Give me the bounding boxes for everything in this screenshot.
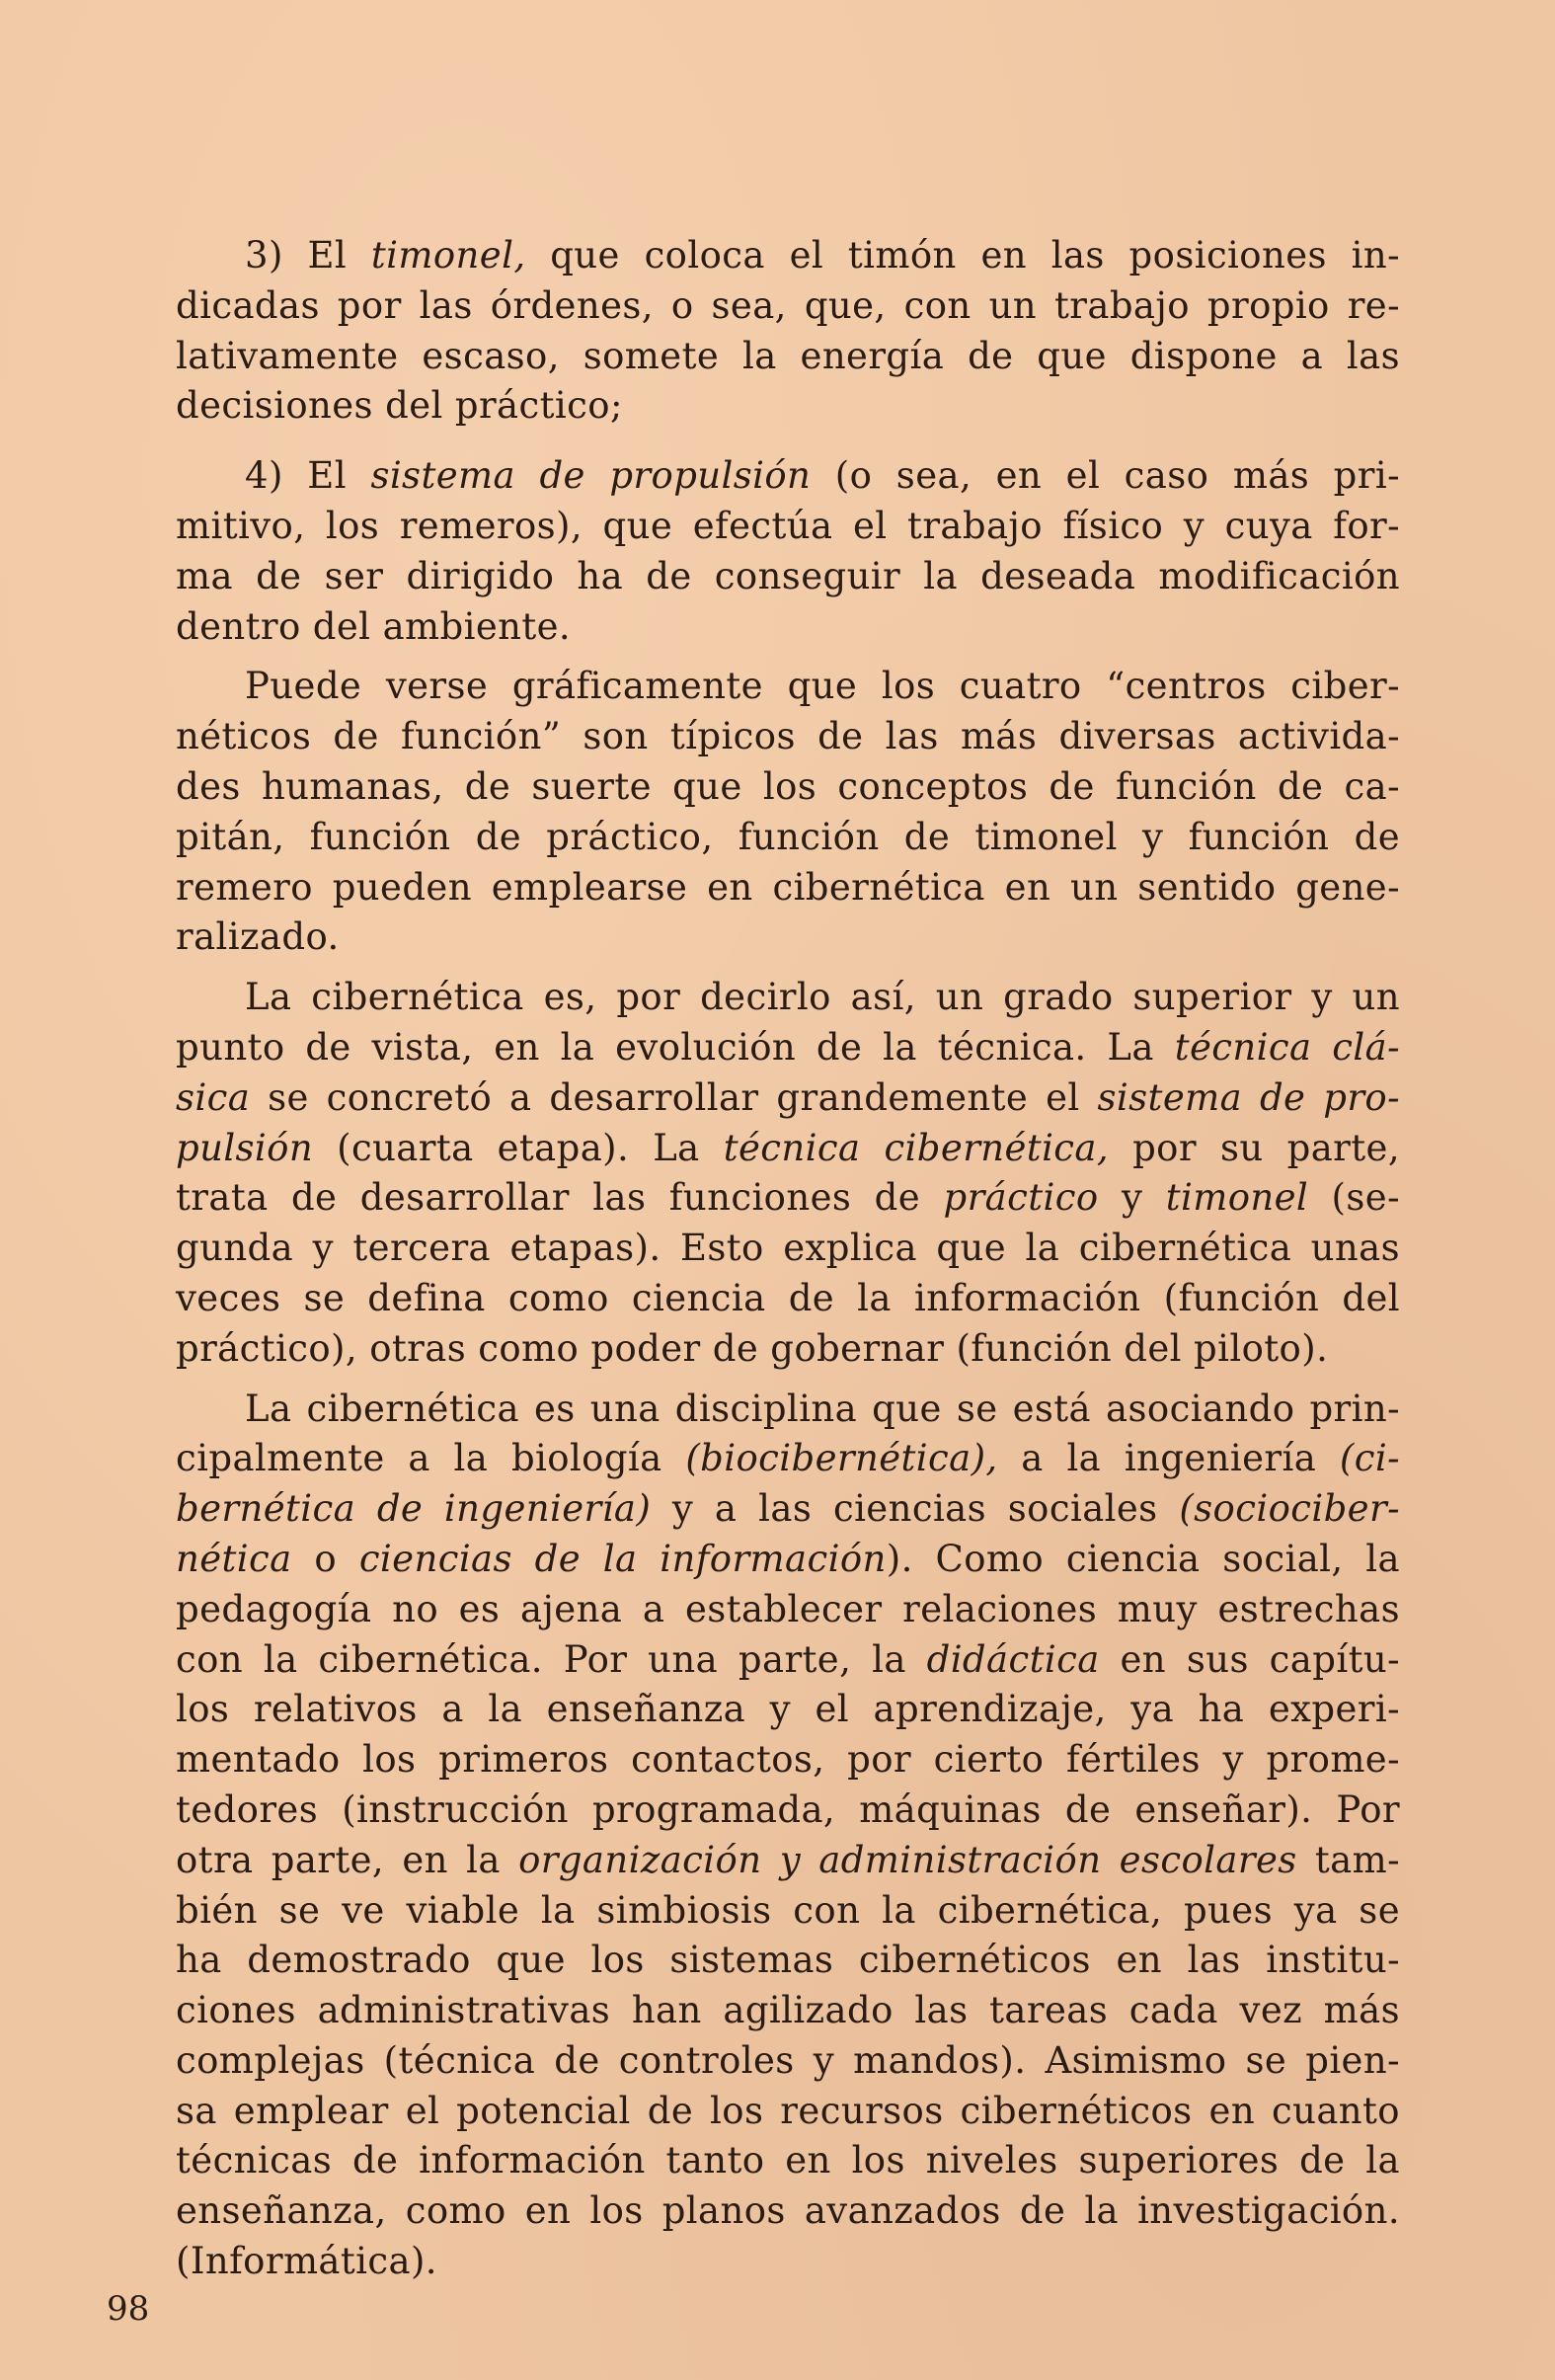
paragraph: [107, 973, 1400, 1374]
text-line: [107, 1434, 1400, 1484]
text-run: (se-: [1308, 1176, 1400, 1220]
paragraph: [107, 662, 1400, 963]
text-line: [107, 1986, 1400, 2036]
text-run: enseñanza, como en los planos avanzados de la investigación.: [176, 2189, 1400, 2233]
text-run: complejas (técnica de controles y mandos). Asimismo se pien-: [176, 2038, 1400, 2082]
text-run: en sus capítu-: [1099, 1637, 1400, 1681]
text-line: [107, 1936, 1400, 1986]
text-run: por su parte,: [1109, 1126, 1400, 1169]
text-run: lativamente escaso, somete la energía de que dispone a las: [176, 334, 1400, 377]
text-line: [107, 1535, 1400, 1585]
text-line: [107, 2237, 1400, 2287]
text-run: pedagogía no es ajena a establecer relaciones muy estrechas: [176, 1587, 1400, 1630]
italic-term: ciencias de la información: [358, 1537, 887, 1580]
text-line: [107, 231, 1400, 281]
italic-term: didáctica: [926, 1637, 1100, 1681]
text-run: dicadas por las órdenes, o sea, que, con un trabajo propio re-: [176, 283, 1400, 327]
text-run: cipalmente a la biología: [176, 1437, 686, 1480]
text-run: a la ingeniería: [997, 1437, 1340, 1480]
italic-term: sica: [176, 1075, 251, 1119]
text-run: gunda y tercera etapas). Esto explica que la cibernética unas: [176, 1227, 1400, 1270]
page-number: 98: [107, 2289, 150, 2329]
italic-term: técnica clá-: [1174, 1025, 1400, 1069]
text-run: ). Como ciencia social, la: [886, 1537, 1400, 1580]
text-run: ciones administrativas han agilizado las tareas cada vez más: [176, 1989, 1400, 2032]
text-line: [107, 1785, 1400, 1836]
text-line: [107, 1073, 1400, 1124]
text-run: que coloca el timón en las posiciones in-: [525, 234, 1400, 277]
text-run: bién se ve viable la simbiosis con la cibernética, pues ya se: [176, 1888, 1400, 1932]
text-run: La cibernética es, por decirlo así, un grado superior y un: [245, 976, 1400, 1019]
page-body-text: [107, 221, 1400, 2287]
text-line: [107, 1685, 1400, 1735]
text-run: La cibernética es una disciplina que se está asociando prin-: [245, 1387, 1400, 1430]
text-line: [107, 973, 1400, 1023]
text-run: técnicas de información tanto en los niveles superiores de la: [176, 2139, 1400, 2182]
text-run: dentro del ambiente.: [176, 604, 572, 648]
text-run: veces se defina como ciencia de la información (función del: [176, 1276, 1400, 1319]
text-line: [107, 712, 1400, 762]
paragraph: [107, 231, 1400, 432]
text-run: mentado los primeros contactos, por cierto fértiles y prome-: [176, 1738, 1400, 1782]
text-line: [107, 813, 1400, 863]
text-run: 4) El: [245, 454, 371, 498]
text-line: [107, 762, 1400, 813]
text-run: y a las ciencias sociales: [651, 1487, 1180, 1531]
text-line: [107, 1484, 1400, 1535]
italic-term: técnica cibernética,: [723, 1126, 1110, 1169]
italic-term: (sociociber-: [1179, 1487, 1400, 1531]
italic-term: organización y administración escolares: [518, 1838, 1297, 1881]
text-run: ha demostrado que los sistemas cibernéticos en las institu-: [176, 1939, 1400, 1982]
text-run: ralizado.: [176, 915, 340, 959]
text-run: o: [291, 1537, 359, 1580]
text-line: [107, 602, 1400, 653]
text-run: punto de vista, en la evolución de la técnica. La: [176, 1025, 1175, 1069]
italic-term: bernética de ingeniería): [176, 1487, 652, 1531]
text-line: [107, 1324, 1400, 1375]
text-run: se concretó a desarrollar grandemente el: [250, 1075, 1098, 1119]
text-line: [107, 1635, 1400, 1686]
text-run: ma de ser dirigido ha de conseguir la deseada modificación: [176, 554, 1400, 597]
italic-term: timonel: [1165, 1176, 1309, 1220]
text-line: [107, 1274, 1400, 1324]
text-run: (cuarta etapa). La: [313, 1126, 724, 1169]
text-run: 3) El: [245, 234, 371, 277]
text-line: [107, 1173, 1400, 1224]
text-line: [107, 381, 1400, 432]
italic-term: sistema de propulsión: [370, 454, 812, 498]
text-run: los relativos a la enseñanza y el aprendizaje, ya ha experi-: [176, 1688, 1400, 1731]
paragraph: [107, 1385, 1400, 2287]
text-line: [107, 2036, 1400, 2087]
text-line: [107, 863, 1400, 913]
text-run: remero pueden emplearse en cibernética en un sentido gene-: [176, 865, 1400, 909]
text-line: [107, 1023, 1400, 1073]
text-line: [107, 1886, 1400, 1937]
italic-term: práctico: [943, 1176, 1099, 1220]
text-line: [107, 332, 1400, 382]
text-run: práctico), otras como poder de gobernar (función del piloto).: [176, 1326, 1329, 1370]
text-run: sa emplear el potencial de los recursos cibernéticos en cuanto: [176, 2089, 1400, 2132]
text-line: [107, 2087, 1400, 2137]
text-line: [107, 912, 1400, 963]
italic-term: pulsión: [176, 1126, 314, 1169]
italic-term: (biocibernética),: [685, 1437, 998, 1480]
italic-term: timonel,: [370, 234, 526, 277]
text-line: [107, 502, 1400, 552]
text-run: tam-: [1296, 1838, 1400, 1881]
text-run: (Informática).: [176, 2240, 437, 2283]
text-run: pitán, función de práctico, función de timonel y función de: [176, 815, 1400, 858]
text-line: [107, 1836, 1400, 1886]
text-line: [107, 1735, 1400, 1785]
text-line: [107, 1124, 1400, 1174]
italic-term: sistema de pro-: [1097, 1075, 1400, 1119]
text-run: y: [1098, 1176, 1166, 1220]
text-run: (o sea, en el caso más pri-: [811, 454, 1400, 498]
text-run: des humanas, de suerte que los conceptos de función de ca-: [176, 764, 1400, 808]
paragraph: [107, 451, 1400, 652]
text-run: néticos de función” son típicos de las más diversas activida-: [176, 715, 1400, 758]
text-line: [107, 552, 1400, 602]
text-line: [107, 662, 1400, 712]
text-line: [107, 1224, 1400, 1274]
italic-term: nética: [176, 1537, 292, 1580]
text-run: con la cibernética. Por una parte, la: [176, 1637, 927, 1681]
text-run: tedores (instrucción programada, máquinas de enseñar). Por: [176, 1787, 1400, 1831]
text-line: [107, 451, 1400, 502]
text-run: trata de desarrollar las funciones de: [176, 1176, 944, 1220]
text-run: mitivo, los remeros), que efectúa el trabajo físico y cuya for-: [176, 504, 1400, 547]
text-run: decisiones del práctico;: [176, 384, 623, 428]
text-line: [107, 1385, 1400, 1435]
text-line: [107, 281, 1400, 332]
text-run: otra parte, en la: [176, 1838, 519, 1881]
text-line: [107, 2186, 1400, 2237]
text-line: [107, 2136, 1400, 2186]
text-line: [107, 1585, 1400, 1635]
italic-term: (ci-: [1339, 1437, 1400, 1480]
text-run: Puede verse gráficamente que los cuatro “centros ciber-: [245, 665, 1400, 708]
